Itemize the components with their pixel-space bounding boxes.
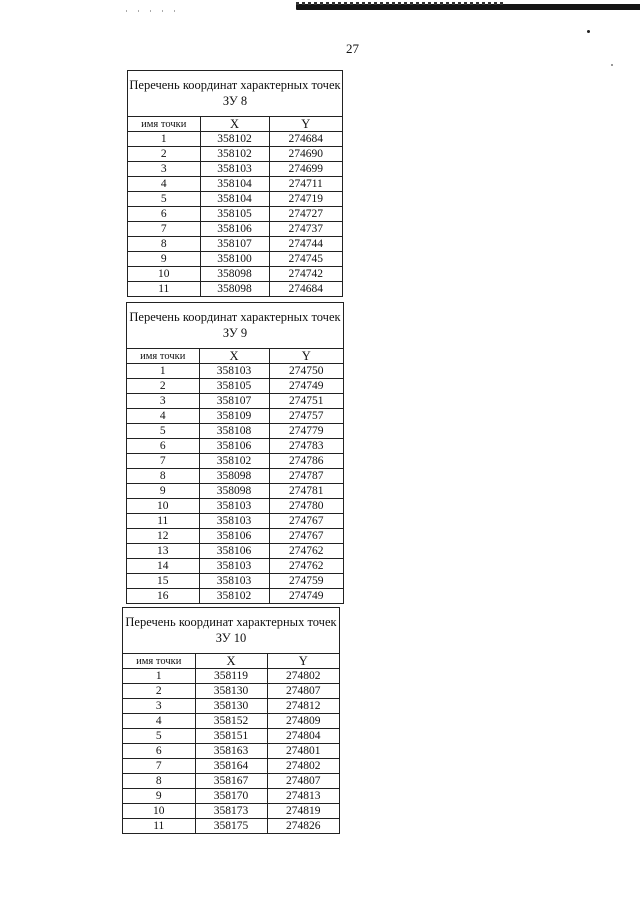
point-name-cell: 2 <box>128 147 200 162</box>
y-cell: 274699 <box>269 162 342 177</box>
table-title <box>123 608 339 654</box>
x-cell: 358098 <box>200 282 269 297</box>
y-cell: 274711 <box>269 177 342 192</box>
table-row <box>127 529 343 544</box>
y-cell: 274684 <box>269 282 342 297</box>
coord-table <box>123 654 339 833</box>
point-name-cell: 10 <box>127 499 199 514</box>
y-cell: 274812 <box>267 699 339 714</box>
y-cell: 274809 <box>267 714 339 729</box>
col-header-x: X <box>199 349 269 364</box>
table-row <box>127 364 343 379</box>
point-name-cell: 11 <box>128 282 200 297</box>
y-cell: 274802 <box>267 759 339 774</box>
x-cell: 358105 <box>200 207 269 222</box>
table-title <box>128 71 342 117</box>
x-cell: 358100 <box>200 252 269 267</box>
y-cell: 274684 <box>269 132 342 147</box>
x-cell: 358164 <box>195 759 267 774</box>
col-header-x: X <box>200 117 269 132</box>
y-cell: 274787 <box>269 469 343 484</box>
x-cell: 358106 <box>199 529 269 544</box>
point-name-cell: 11 <box>127 514 199 529</box>
table-row <box>127 499 343 514</box>
table-row <box>127 469 343 484</box>
y-cell: 274807 <box>267 684 339 699</box>
col-header-name: имя точки <box>123 654 195 669</box>
table-row <box>123 804 339 819</box>
table-row <box>128 132 342 147</box>
y-cell: 274807 <box>267 774 339 789</box>
x-cell: 358152 <box>195 714 267 729</box>
x-cell: 358098 <box>200 267 269 282</box>
y-cell: 274826 <box>267 819 339 834</box>
x-cell: 358098 <box>199 484 269 499</box>
coord-table-zu9 <box>126 302 344 604</box>
point-name-cell: 8 <box>123 774 195 789</box>
table-row <box>127 559 343 574</box>
x-cell: 358106 <box>200 222 269 237</box>
col-header-y: Y <box>269 349 343 364</box>
table-title-line2: ЗУ 8 <box>222 94 248 108</box>
col-header-y: Y <box>269 117 342 132</box>
scan-artifact-bar <box>296 4 640 10</box>
point-name-cell: 16 <box>127 589 199 604</box>
y-cell: 274751 <box>269 394 343 409</box>
y-cell: 274767 <box>269 514 343 529</box>
table-title-line1: Перечень координат характерных точек <box>125 615 337 629</box>
table-row <box>123 684 339 699</box>
y-cell: 274781 <box>269 484 343 499</box>
x-cell: 358104 <box>200 192 269 207</box>
point-name-cell: 7 <box>128 222 200 237</box>
point-name-cell: 5 <box>127 424 199 439</box>
point-name-cell: 5 <box>123 729 195 744</box>
col-header-x: X <box>195 654 267 669</box>
point-name-cell: 7 <box>127 454 199 469</box>
point-name-cell: 3 <box>123 699 195 714</box>
x-cell: 358102 <box>200 132 269 147</box>
table-row <box>127 424 343 439</box>
y-cell: 274801 <box>267 744 339 759</box>
y-cell: 274762 <box>269 559 343 574</box>
table-header-row <box>123 654 339 669</box>
x-cell: 358163 <box>195 744 267 759</box>
point-name-cell: 7 <box>123 759 195 774</box>
point-name-cell: 10 <box>128 267 200 282</box>
y-cell: 274804 <box>267 729 339 744</box>
table-row <box>128 177 342 192</box>
point-name-cell: 8 <box>127 469 199 484</box>
table-title <box>127 303 343 349</box>
x-cell: 358107 <box>200 237 269 252</box>
table-row <box>127 514 343 529</box>
y-cell: 274786 <box>269 454 343 469</box>
col-header-y: Y <box>267 654 339 669</box>
table-row <box>127 484 343 499</box>
table-row <box>123 699 339 714</box>
table-row <box>128 192 342 207</box>
point-name-cell: 1 <box>128 132 200 147</box>
table-title-line2: ЗУ 9 <box>222 326 248 340</box>
table-row <box>127 544 343 559</box>
y-cell: 274742 <box>269 267 342 282</box>
y-cell: 274779 <box>269 424 343 439</box>
table-row <box>127 394 343 409</box>
coord-table-zu10 <box>122 607 340 834</box>
table-title-line2: ЗУ 10 <box>215 631 247 645</box>
coord-table <box>127 349 343 603</box>
point-name-cell: 9 <box>127 484 199 499</box>
table-row <box>123 714 339 729</box>
table-row <box>127 439 343 454</box>
x-cell: 358098 <box>199 469 269 484</box>
table-row <box>128 267 342 282</box>
coord-table <box>128 117 342 296</box>
x-cell: 358102 <box>199 454 269 469</box>
x-cell: 358102 <box>199 589 269 604</box>
x-cell: 358130 <box>195 684 267 699</box>
table-header-row <box>128 117 342 132</box>
y-cell: 274737 <box>269 222 342 237</box>
y-cell: 274819 <box>267 804 339 819</box>
scan-dot <box>587 30 590 33</box>
x-cell: 358103 <box>199 514 269 529</box>
point-name-cell: 15 <box>127 574 199 589</box>
table-row <box>127 409 343 424</box>
y-cell: 274727 <box>269 207 342 222</box>
y-cell: 274745 <box>269 252 342 267</box>
point-name-cell: 12 <box>127 529 199 544</box>
x-cell: 358102 <box>200 147 269 162</box>
table-row <box>128 237 342 252</box>
x-cell: 358103 <box>199 364 269 379</box>
point-name-cell: 3 <box>127 394 199 409</box>
point-name-cell: 1 <box>123 669 195 684</box>
table-row <box>123 669 339 684</box>
point-name-cell: 4 <box>128 177 200 192</box>
point-name-cell: 4 <box>127 409 199 424</box>
y-cell: 274802 <box>267 669 339 684</box>
table-title-line1: Перечень координат характерных точек <box>129 78 341 92</box>
x-cell: 358170 <box>195 789 267 804</box>
y-cell: 274767 <box>269 529 343 544</box>
x-cell: 358108 <box>199 424 269 439</box>
point-name-cell: 4 <box>123 714 195 729</box>
coord-table-zu8 <box>127 70 343 297</box>
table-header-row <box>127 349 343 364</box>
col-header-name: имя точки <box>128 117 200 132</box>
table-row <box>123 759 339 774</box>
y-cell: 274813 <box>267 789 339 804</box>
point-name-cell: 2 <box>123 684 195 699</box>
x-cell: 358104 <box>200 177 269 192</box>
y-cell: 274757 <box>269 409 343 424</box>
x-cell: 358175 <box>195 819 267 834</box>
table-row <box>123 729 339 744</box>
table-title-line1: Перечень координат характерных точек <box>129 310 341 324</box>
table-row <box>128 147 342 162</box>
point-name-cell: 6 <box>123 744 195 759</box>
table-row <box>127 454 343 469</box>
point-name-cell: 8 <box>128 237 200 252</box>
point-name-cell: 1 <box>127 364 199 379</box>
y-cell: 274762 <box>269 544 343 559</box>
y-cell: 274749 <box>269 379 343 394</box>
table-row <box>127 589 343 604</box>
y-cell: 274749 <box>269 589 343 604</box>
col-header-name: имя точки <box>127 349 199 364</box>
table-row <box>128 282 342 297</box>
point-name-cell: 9 <box>128 252 200 267</box>
x-cell: 358106 <box>199 439 269 454</box>
y-cell: 274783 <box>269 439 343 454</box>
table-row <box>123 789 339 804</box>
point-name-cell: 2 <box>127 379 199 394</box>
point-name-cell: 11 <box>123 819 195 834</box>
y-cell: 274780 <box>269 499 343 514</box>
x-cell: 358109 <box>199 409 269 424</box>
x-cell: 358130 <box>195 699 267 714</box>
table-row <box>123 774 339 789</box>
point-name-cell: 9 <box>123 789 195 804</box>
scan-specks <box>126 10 186 12</box>
x-cell: 358105 <box>199 379 269 394</box>
point-name-cell: 3 <box>128 162 200 177</box>
scan-dot <box>611 64 613 66</box>
page-number: 27 <box>346 41 359 56</box>
table-row <box>128 222 342 237</box>
point-name-cell: 14 <box>127 559 199 574</box>
y-cell: 274719 <box>269 192 342 207</box>
table-row <box>127 574 343 589</box>
table-row <box>128 207 342 222</box>
table-row <box>123 819 339 834</box>
x-cell: 358103 <box>200 162 269 177</box>
x-cell: 358106 <box>199 544 269 559</box>
x-cell: 358103 <box>199 559 269 574</box>
y-cell: 274759 <box>269 574 343 589</box>
table-row <box>128 252 342 267</box>
point-name-cell: 5 <box>128 192 200 207</box>
x-cell: 358107 <box>199 394 269 409</box>
y-cell: 274690 <box>269 147 342 162</box>
x-cell: 358167 <box>195 774 267 789</box>
y-cell: 274750 <box>269 364 343 379</box>
x-cell: 358103 <box>199 574 269 589</box>
x-cell: 358151 <box>195 729 267 744</box>
x-cell: 358173 <box>195 804 267 819</box>
table-row <box>123 744 339 759</box>
point-name-cell: 10 <box>123 804 195 819</box>
table-row <box>128 162 342 177</box>
table-row <box>127 379 343 394</box>
point-name-cell: 6 <box>128 207 200 222</box>
point-name-cell: 13 <box>127 544 199 559</box>
y-cell: 274744 <box>269 237 342 252</box>
point-name-cell: 6 <box>127 439 199 454</box>
x-cell: 358119 <box>195 669 267 684</box>
x-cell: 358103 <box>199 499 269 514</box>
